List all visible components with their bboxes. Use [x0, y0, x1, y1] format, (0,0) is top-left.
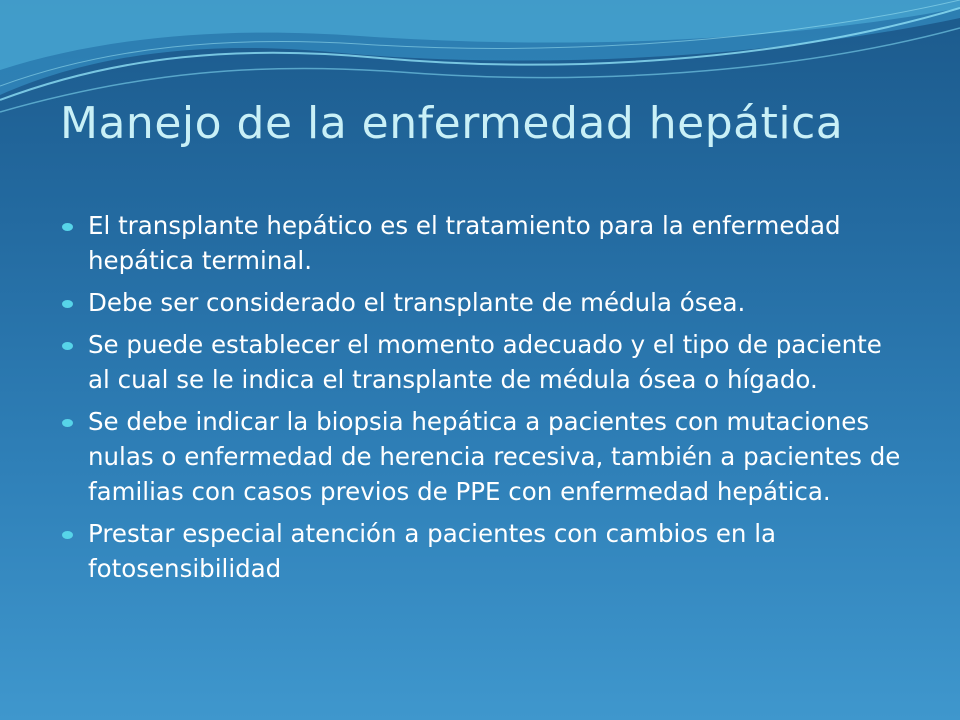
bullet-dot-icon	[62, 223, 73, 231]
bullet-item	[60, 208, 910, 278]
bullet-dot-icon	[62, 342, 73, 350]
bullet-text: El transplante hepático es el tratamiento para la enfermedad hepática terminal.	[88, 211, 841, 275]
bullet-dot-icon	[62, 531, 73, 539]
bullet-text: Se debe indicar la biopsia hepática a pacientes con mutaciones nulas o enfermedad de herencia recesiva, también a pacientes de familias con casos previos de PPE con enfermedad hepática.	[88, 407, 901, 506]
bullet-dot-icon	[62, 419, 73, 427]
bullet-list	[60, 208, 910, 593]
bullet-dot-icon	[62, 300, 73, 308]
bullet-item	[60, 516, 910, 586]
bullet-text: Prestar especial atención a pacientes con cambios en la fotosensibilidad	[88, 519, 777, 583]
bullet-item	[60, 327, 910, 397]
bullet-item	[60, 285, 910, 320]
slide-title: Manejo de la enfermedad hepática	[60, 98, 844, 149]
bullet-item	[60, 404, 910, 509]
bullet-text: Se puede establecer el momento adecuado y el tipo de paciente al cual se le indica el transplante de médula ósea o hígado.	[88, 330, 882, 394]
bullet-text: Debe ser considerado el transplante de médula ósea.	[88, 288, 746, 317]
